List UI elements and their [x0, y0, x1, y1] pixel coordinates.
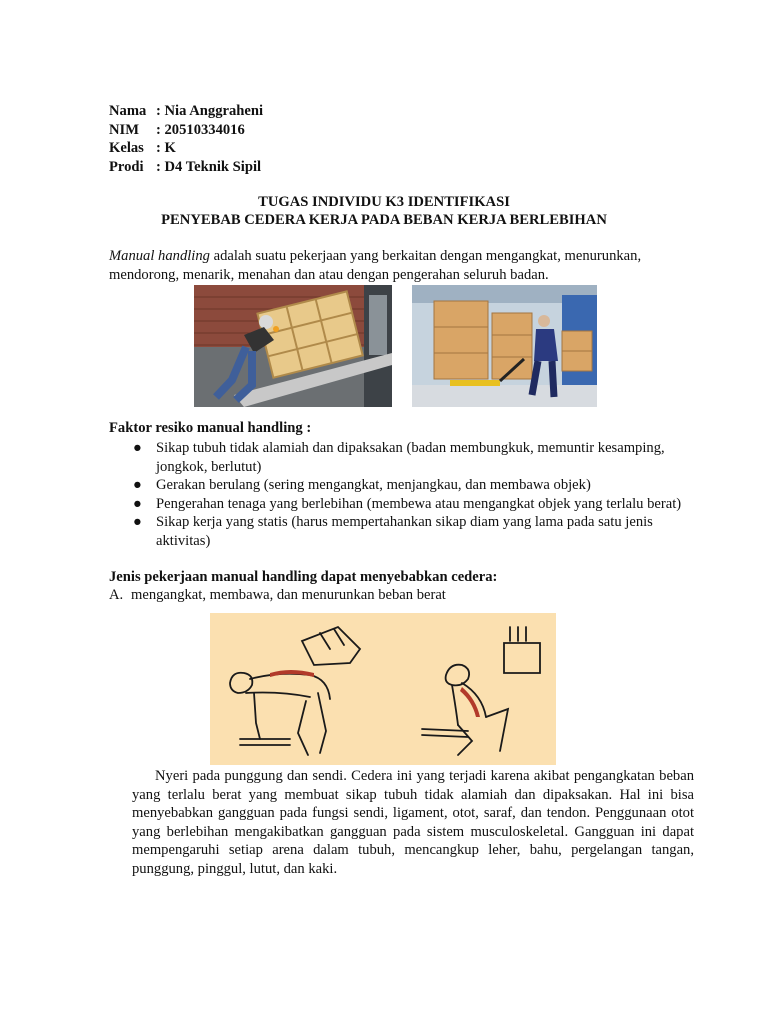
- info-label: Nama: [109, 103, 147, 119]
- intro-text: adalah suatu pekerjaan yang berkaitan dengan mengangkat, menurunkan, mendorong, menarik, menahan dan atau dengan pengerahan seluruh badan.: [109, 248, 642, 283]
- list-item-text: Gerakan berulang (sering mengangkat, menjangkau, dan membawa objek): [156, 477, 591, 493]
- document-title-line-1: TUGAS INDIVIDU K3 IDENTIFIKASI: [258, 194, 510, 210]
- info-value: : D4 Teknik Sipil: [156, 158, 262, 175]
- info-row-kelas: [109, 139, 263, 158]
- info-label: Kelas: [109, 140, 144, 156]
- list-item: [131, 476, 691, 495]
- intro-paragraph: [109, 247, 679, 284]
- section-heading-risk-factors: Faktor resiko manual handling :: [109, 420, 312, 436]
- info-value: : Nia Anggraheni: [156, 103, 264, 119]
- info-row-nim: [109, 121, 263, 140]
- list-item-text: Sikap kerja yang statis (harus mempertahankan sikap diam yang lama pada satu jenis aktivitas): [156, 514, 653, 549]
- bullet-icon: ●: [133, 495, 142, 512]
- document-title-line-2: PENYEBAB CEDERA KERJA PADA BEBAN KERJA BERLEBIHAN: [161, 212, 607, 228]
- list-item: [131, 439, 691, 476]
- intro-term: Manual handling: [109, 248, 210, 264]
- photo-pallet-jack: [412, 285, 597, 407]
- photo-pushing-crate: [194, 285, 392, 407]
- bullet-icon: ●: [133, 440, 142, 456]
- lettered-item: [109, 587, 446, 604]
- list-item-text: Sikap tubuh tidak alamiah dan dipaksakan (badan membungkuk, memuntir kesamping, jongkok, berlutut): [156, 440, 665, 475]
- info-row-name: [109, 102, 263, 121]
- item-text: mengangkat, membawa, dan menurunkan beban berat: [131, 587, 446, 603]
- list-item: [131, 495, 691, 514]
- student-info: [109, 102, 263, 176]
- bullet-icon: ●: [133, 514, 142, 530]
- list-item: [131, 513, 691, 550]
- list-item-text: Pengerahan tenaga yang berlebihan (membewa atau mengangkat objek yang terlalu berat): [156, 495, 682, 512]
- item-marker: A.: [109, 587, 124, 603]
- info-value: : K: [156, 140, 176, 156]
- bullet-icon: ●: [133, 477, 142, 493]
- injury-paragraph: Nyeri pada punggung dan sendi. Cedera ini yang terjadi karena akibat pengangkatan beban yang terlalu berat yang membuat sikap tubuh tidak alamiah dan dipaksakan. Hal ini bisa menyebabkan gangguan pada fungsi sendi, ligament, otot, saraf, dan tendon. Penggunaan otot yang berlebihan mengakibatkan gangguan pada sistem musculoskeletal. Gangguan ini dapat mempengaruhi setiap arena dalam tubuh, mencangkup leher, bahu, pergelangan tangan, punggung, pinggul, lutut, dan kaki.: [132, 768, 694, 877]
- info-label: NIM: [109, 121, 139, 138]
- info-value: : 20510334016: [156, 121, 245, 138]
- section-heading-job-types: Jenis pekerjaan manual handling dapat menyebabkan cedera:: [109, 569, 498, 585]
- risk-factor-list: [131, 439, 691, 550]
- info-row-prodi: [109, 158, 263, 177]
- lifting-posture-illustration: [210, 613, 556, 765]
- info-label: Prodi: [109, 158, 144, 175]
